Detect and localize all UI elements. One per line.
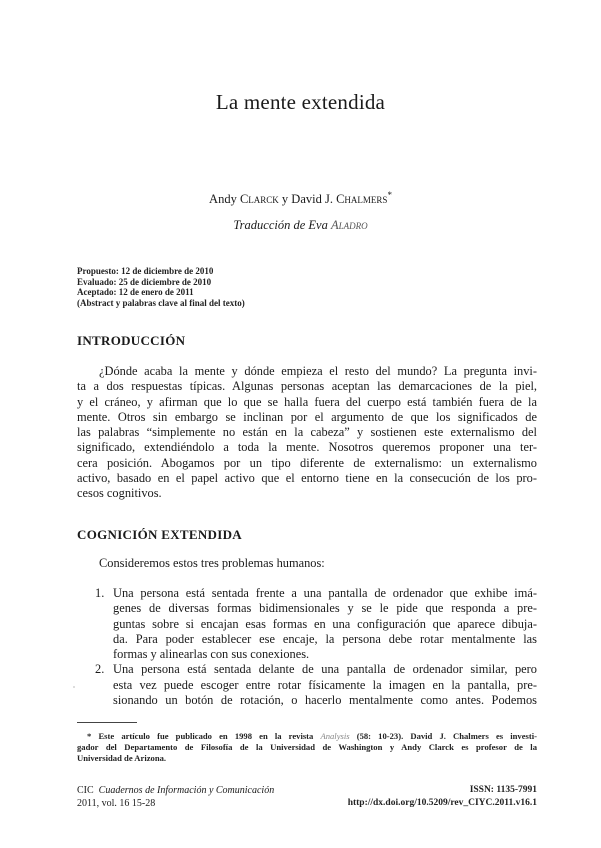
footnote-line: gador del Departamento de Filosofía de la Universidad de Washington y Andy Clarck es profesor de la bbox=[77, 742, 537, 752]
intro-paragraph bbox=[77, 364, 537, 502]
text-line: ta a dos respuestas típicas. Algunas personas aceptan las demarcaciones de la piel, bbox=[77, 379, 537, 394]
text-line: las palabras “simplemente no están en la cabeza” y sostienen este externalismo del bbox=[77, 425, 537, 440]
list-number: 1. bbox=[95, 586, 105, 600]
text-line: sionando un botón de rotación, o hacerlo mentalmente como antes. Podemos bbox=[113, 693, 537, 708]
footer-identifiers bbox=[348, 784, 537, 810]
issn: ISSN: 1135-7991 bbox=[469, 785, 537, 795]
footnote-divider bbox=[77, 722, 137, 723]
list-item bbox=[77, 586, 537, 662]
author2-last-name: Chalmers bbox=[336, 192, 388, 207]
translation-prefix: Traducción de Eva bbox=[233, 218, 328, 232]
list-item bbox=[77, 662, 537, 708]
footnote-line: Universidad de Arizona. bbox=[77, 753, 167, 763]
author2-first-name: David J. bbox=[291, 192, 333, 207]
text-line: Una persona está sentada frente a una pantalla de ordenador que exhibe imá- bbox=[113, 586, 537, 600]
journal-abbrev: CIC bbox=[77, 785, 94, 796]
text-line: Una persona está sentada delante de una pantalla de ordenador similar, pero bbox=[113, 662, 537, 677]
text-line: guntas sobre si encajan esas formas en una configuración que aparece dibuja- bbox=[113, 616, 537, 631]
footnote bbox=[77, 731, 537, 764]
author1-first-name: Andy bbox=[209, 192, 237, 207]
footnote-text: Este artículo fue publicado en 1998 en la revista bbox=[98, 731, 321, 741]
footer-journal-info bbox=[77, 784, 274, 810]
text-line: cesos cognitivos. bbox=[77, 486, 162, 501]
journal-volume: 2011, vol. 16 15-28 bbox=[77, 798, 156, 809]
meta-abstract-note: (Abstract y palabras clave al final del texto) bbox=[77, 297, 245, 308]
cognicion-lead: Consideremos estos tres problemas humanos: bbox=[99, 556, 325, 570]
footnote-line bbox=[77, 731, 537, 742]
article-title: La mente extendida bbox=[215, 90, 386, 114]
list-number: 2. bbox=[95, 662, 105, 677]
meta-evaluated: Evaluado: 25 de diciembre de 2010 bbox=[77, 276, 212, 287]
text-line: y el cráneo, y afirman que lo que se halla fuera del cuerpo está también fuera de la bbox=[77, 394, 537, 409]
text-line: mente. Otros sin embargo se inclinan por el argumento de que los significados de bbox=[77, 409, 537, 424]
author-conjunction: y bbox=[281, 192, 289, 207]
problems-list bbox=[77, 586, 537, 708]
text-line: formas y alinearlas con sus conexiones. bbox=[113, 647, 310, 662]
text-line: esta vez puede escoger entre rotar físicamente la imagen en la pantalla, pre- bbox=[113, 677, 537, 692]
author-line bbox=[0, 190, 601, 207]
section-heading-cognicion: COGNICIÓN EXTENDIDA bbox=[77, 527, 242, 542]
meta-proposed: Propuesto: 12 de diciembre de 2010 bbox=[77, 266, 214, 276]
translation-credit bbox=[0, 218, 601, 233]
text-line: cera posición. Abogamos por un tipo diferente de externalismo: un externalismo bbox=[77, 455, 537, 470]
text-line: activo, basado en el papel activo que el entorno tiene en la consecución de los pro- bbox=[77, 471, 537, 486]
translator-last-name: Aladro bbox=[330, 218, 368, 232]
footnote-marker: * bbox=[87, 731, 92, 741]
submission-dates bbox=[77, 266, 245, 308]
section-heading-introduccion: INTRODUCCIÓN bbox=[77, 333, 186, 348]
text-line: da. Para poder establecer ese encaje, la persona debe rotar mentalmente las bbox=[113, 631, 537, 646]
scan-artifact bbox=[73, 686, 75, 688]
author-footnote-marker[interactable]: * bbox=[387, 190, 392, 200]
text-line: ¿Dónde acaba la mente y dónde empieza el resto del mundo? La pregunta invi- bbox=[99, 364, 537, 378]
doi-link[interactable]: http://dx.doi.org/10.5209/rev_CIYC.2011.v16.1 bbox=[347, 798, 537, 808]
text-line: genes de diversas formas bidimensionales y se le pide que responda a pre- bbox=[113, 601, 537, 616]
meta-accepted: Aceptado: 12 de enero de 2011 bbox=[77, 287, 194, 297]
text-line: significado, extendiéndolo a toda la mente. Nosotros queremos proponer una ter- bbox=[77, 440, 537, 455]
journal-full-name: Cuadernos de Información y Comunicación bbox=[98, 785, 275, 796]
footnote-text: (58: 10-23). David J. Chalmers es investi- bbox=[349, 731, 537, 741]
journal-name: Analysis bbox=[320, 731, 350, 741]
author1-last-name: Clarck bbox=[239, 192, 279, 207]
